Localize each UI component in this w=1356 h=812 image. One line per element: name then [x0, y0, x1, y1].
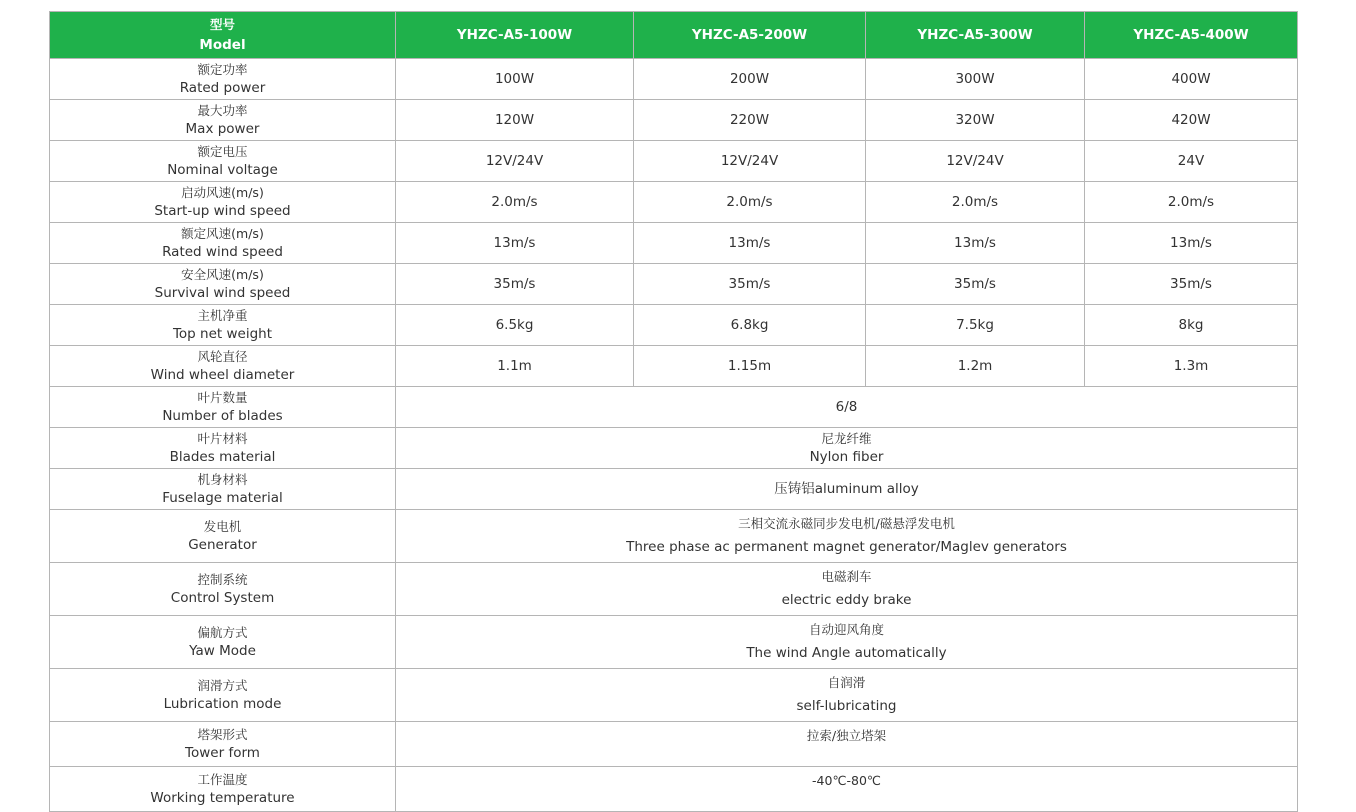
table-cell: 35m/s	[866, 264, 1085, 305]
table-cell: 200W	[634, 59, 866, 100]
table-row-survival-wind-speed	[50, 264, 1298, 305]
row-label	[50, 141, 396, 182]
spanned-value: 拉索/独立塔架	[806, 728, 887, 743]
row-label-zh: 叶片材料	[197, 431, 248, 446]
header-row	[50, 12, 1298, 59]
row-label	[50, 264, 396, 305]
spanned-value-zh: 自润滑	[827, 675, 866, 690]
row-label	[50, 669, 396, 722]
table-cell: 6.5kg	[396, 305, 634, 346]
table-cell: 12V/24V	[866, 141, 1085, 182]
row-label-zh: 发电机	[203, 519, 242, 534]
spanned-value-zh: 尼龙纤维	[821, 431, 872, 446]
table-cell: 35m/s	[634, 264, 866, 305]
table-cell: 13m/s	[866, 223, 1085, 264]
table-cell: 7.5kg	[866, 305, 1085, 346]
table-cell: 13m/s	[1085, 223, 1298, 264]
table-row-wind-wheel-diameter	[50, 346, 1298, 387]
row-label-zh: 控制系统	[197, 572, 248, 587]
row-label	[50, 510, 396, 563]
spanned-value-cell	[396, 428, 1298, 469]
table-cell: 13m/s	[396, 223, 634, 264]
row-label	[50, 428, 396, 469]
row-label-en: Blades material	[169, 449, 276, 465]
spanned-value-cell	[396, 669, 1298, 722]
row-label-en: Rated wind speed	[162, 244, 283, 260]
row-label	[50, 100, 396, 141]
table-cell: 420W	[1085, 100, 1298, 141]
spanned-value: 6/8	[835, 398, 858, 415]
header-model-3: YHZC-A5-300W	[866, 12, 1085, 59]
spanned-value-cell	[396, 563, 1298, 616]
row-label	[50, 767, 396, 812]
table-cell: 1.3m	[1085, 346, 1298, 387]
row-label-zh: 叶片数量	[197, 390, 248, 405]
row-label-en: Nominal voltage	[167, 162, 278, 178]
header-model-4: YHZC-A5-400W	[1085, 12, 1298, 59]
spanned-value-zh: 自动迎风角度	[808, 622, 884, 637]
table-row-rated-wind-speed	[50, 223, 1298, 264]
header-model-cell	[50, 12, 396, 59]
table-cell: 1.15m	[634, 346, 866, 387]
spanned-value-cell	[396, 722, 1298, 767]
row-label-en: Start-up wind speed	[154, 203, 291, 219]
table-row-working-temperature	[50, 767, 1298, 812]
table-row-blades-material	[50, 428, 1298, 469]
row-label-en: Tower form	[185, 745, 260, 761]
row-label-zh: 最大功率	[197, 103, 248, 118]
row-label-en: Working temperature	[150, 790, 295, 806]
table-cell: 13m/s	[634, 223, 866, 264]
table-cell: 400W	[1085, 59, 1298, 100]
table-row-number-of-blades	[50, 387, 1298, 428]
spanned-value: -40℃-80℃	[812, 773, 881, 788]
row-label-en: Number of blades	[162, 408, 283, 424]
row-label-zh: 机身材料	[197, 472, 248, 487]
spanned-value-en: Three phase ac permanent magnet generator/Maglev generators	[626, 539, 1067, 555]
table-cell: 2.0m/s	[396, 182, 634, 223]
spanned-value-zh: 三相交流永磁同步发电机/磁悬浮发电机	[738, 516, 955, 531]
table-cell: 220W	[634, 100, 866, 141]
row-label-zh: 额定风速(m/s)	[181, 226, 264, 241]
table-cell: 12V/24V	[396, 141, 634, 182]
spanned-value-en: Nylon fiber	[809, 449, 884, 465]
header-model-1: YHZC-A5-100W	[396, 12, 634, 59]
row-label-zh: 启动风速(m/s)	[181, 185, 264, 200]
table-row-top-net-weight	[50, 305, 1298, 346]
table-row-fuselage-material	[50, 469, 1298, 510]
row-label-zh: 安全风速(m/s)	[181, 267, 264, 282]
spanned-value-en: self-lubricating	[796, 698, 897, 714]
row-label	[50, 223, 396, 264]
spanned-value-zh: 电磁刹车	[821, 569, 872, 584]
spanned-value-cell	[396, 469, 1298, 510]
row-label-en: Survival wind speed	[154, 285, 291, 301]
table-row-control-system	[50, 563, 1298, 616]
row-label-zh: 额定电压	[197, 144, 248, 159]
table-cell: 2.0m/s	[634, 182, 866, 223]
header-label-zh: 型号	[209, 17, 235, 32]
row-label	[50, 387, 396, 428]
spec-table	[49, 11, 1298, 812]
row-label-en: Top net weight	[172, 326, 273, 342]
row-label-en: Rated power	[179, 80, 266, 96]
table-row-nominal-voltage	[50, 141, 1298, 182]
row-label	[50, 616, 396, 669]
table-cell: 320W	[866, 100, 1085, 141]
table-cell: 1.2m	[866, 346, 1085, 387]
row-label-zh: 风轮直径	[197, 349, 248, 364]
row-label-zh: 偏航方式	[197, 625, 248, 640]
row-label-en: Max power	[185, 121, 260, 137]
table-cell: 8kg	[1085, 305, 1298, 346]
row-label-en: Control System	[170, 590, 275, 606]
spanned-value-cell	[396, 510, 1298, 563]
row-label-zh: 塔架形式	[197, 727, 248, 742]
row-label	[50, 469, 396, 510]
row-label	[50, 59, 396, 100]
row-label-zh: 主机净重	[197, 308, 248, 323]
spanned-value-cell	[396, 616, 1298, 669]
table-cell: 6.8kg	[634, 305, 866, 346]
row-label-zh: 额定功率	[197, 62, 248, 77]
row-label	[50, 182, 396, 223]
table-cell: 2.0m/s	[866, 182, 1085, 223]
row-label	[50, 563, 396, 616]
table-row-max-power	[50, 100, 1298, 141]
row-label-en: Fuselage material	[162, 490, 283, 506]
row-label	[50, 305, 396, 346]
header-label-en: Model	[199, 37, 246, 53]
table-cell: 2.0m/s	[1085, 182, 1298, 223]
header-model-2: YHZC-A5-200W	[634, 12, 866, 59]
table-cell: 35m/s	[1085, 264, 1298, 305]
row-label-en: Generator	[188, 537, 257, 553]
spanned-value-en: The wind Angle automatically	[746, 645, 947, 661]
spanned-value-en: electric eddy brake	[781, 592, 912, 608]
row-label-en: Wind wheel diameter	[150, 367, 295, 383]
table-row-rated-power	[50, 59, 1298, 100]
row-label-en: Lubrication mode	[163, 696, 282, 712]
table-row-generator	[50, 510, 1298, 563]
spanned-value-cell	[396, 767, 1298, 812]
table-cell: 120W	[396, 100, 634, 141]
row-label	[50, 346, 396, 387]
row-label-en: Yaw Mode	[189, 643, 256, 659]
table-row-yaw-mode	[50, 616, 1298, 669]
spanned-value-cell	[396, 387, 1298, 428]
row-label-zh: 工作温度	[197, 772, 248, 787]
table-row-lubrication-mode	[50, 669, 1298, 722]
table-row-startup-wind-speed	[50, 182, 1298, 223]
row-label-zh: 润滑方式	[197, 678, 248, 693]
table-cell: 12V/24V	[634, 141, 866, 182]
table-cell: 35m/s	[396, 264, 634, 305]
table-cell: 1.1m	[396, 346, 634, 387]
table-row-tower-form	[50, 722, 1298, 767]
table-cell: 24V	[1085, 141, 1298, 182]
spanned-value: 压铸铝aluminum alloy	[774, 480, 919, 497]
table-cell: 300W	[866, 59, 1085, 100]
table-cell: 100W	[396, 59, 634, 100]
row-label	[50, 722, 396, 767]
